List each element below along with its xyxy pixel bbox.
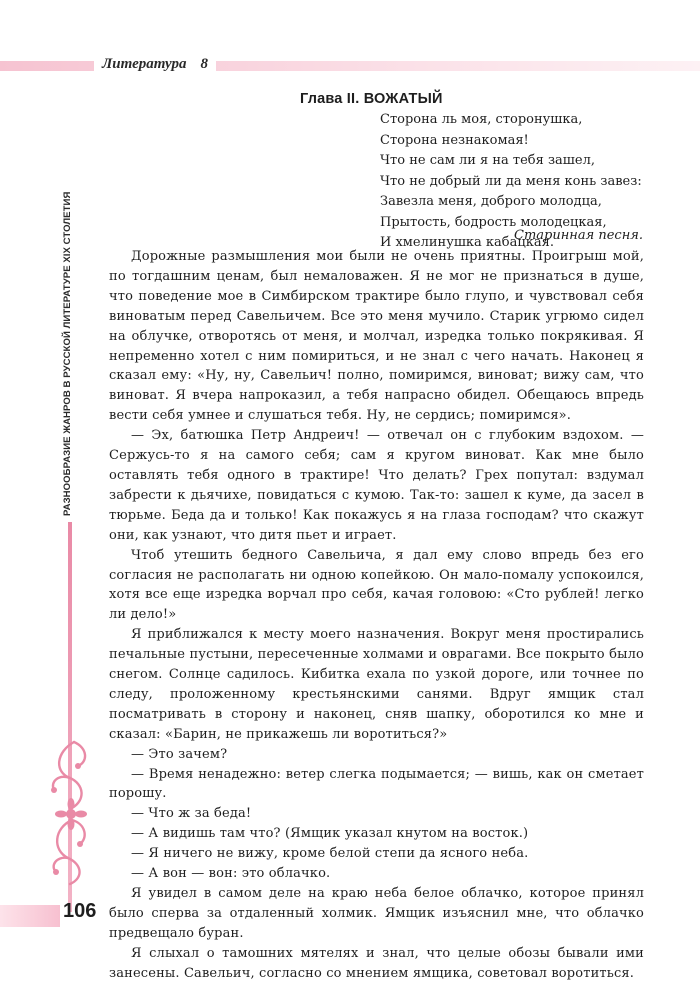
paragraph: Я слыхал о тамошних мятелях и знал, что целые обозы бывали ими занесены. Савельич, согласно со мнением ямщика, советовал воротиться. bbox=[109, 945, 644, 981]
side-section-title: РАЗНООБРАЗИЕ ЖАНРОВ В РУССКОЙ ЛИТЕРАТУРЕ XIX СТОЛЕТИЯ bbox=[62, 191, 73, 516]
page-number: 106 bbox=[63, 900, 97, 922]
epigraph-source: Старинная песня. bbox=[514, 228, 643, 243]
epigraph-line: Что не сам ли я на тебя зашел, bbox=[380, 153, 595, 168]
epigraph-line: Сторона ль моя, сторонушка, bbox=[380, 112, 583, 127]
paragraph: Чтоб утешить бедного Савельича, я дал ему слово впредь без его согласия не располагать ни одною копейкою. Он мало-помалу успокоился, хотя все еще изредка ворчал про себя, качая головою: «Сто рублей! легко ли дело!» bbox=[109, 547, 644, 623]
paragraph: — А вон — вон: это облачко. bbox=[131, 866, 331, 882]
paragraph: — Я ничего не вижу, кроме белой степи да ясного неба. bbox=[131, 846, 529, 862]
body-text bbox=[109, 247, 644, 984]
running-header bbox=[94, 53, 216, 75]
paragraph: — Время ненадежно: ветер слегка подымается; — вишь, как он сметает порошу. bbox=[109, 766, 644, 802]
page-number-band bbox=[0, 905, 60, 927]
paragraph: — Что ж за беда! bbox=[131, 806, 252, 822]
paragraph: Я увидел в самом деле на краю неба белое облачко, которое принял было сперва за отдаленный холмик. Ямщик изъяснил мне, что облачко предвещало буран. bbox=[109, 886, 644, 941]
epigraph-line: Завезла меня, доброго молодца, bbox=[380, 194, 602, 209]
epigraph-line: И хмелинушка кабацкая. bbox=[380, 235, 554, 250]
paragraph: — А видишь там что? (Ямщик указал кнутом на восток.) bbox=[131, 826, 529, 842]
epigraph-line: Прытость, бодрость молодецкая, bbox=[380, 214, 607, 230]
paragraph: Я приближался к месту моего назначения. Вокруг меня простирались печальные пустыни, пересеченные холмами и оврагами. Все покрыто было снегом. Солнце садилось. Кибитка ехала по узкой дороге, или точнее по следу, проложенному крестьянскими санями. Вдруг ямщик стал посматривать в сторону и наконец, сняв шапку, оборотился ко мне и сказал: «Барин, не прикажешь ли воротиться?» bbox=[109, 627, 644, 742]
paragraph: Дорожные размышления мои были не очень приятны. Проигрыш мой, по тогдашним ценам, был немаловажен. Я не мог не признаться в душе, что поведение мое в Симбирском трактире было глупо, и чувствовал себя виноватым перед Савельичем. Все это меня мучило. Старик угрюмо сидел на облучке, отворотясь от меня, и молчал, изредка только покрякивая. Я непременно хотел с ним помириться, и не знал с чего начать. Наконец я сказал ему: «Ну, ну, Савельич! полно, помиримся, виноват; вижу сам, что виноват. Я вчера напроказил, а тебя напрасно обидел. Обещаюсь впредь вести себя умнее и слушаться тебя. Ну, не сердись; помиримся». bbox=[109, 249, 644, 424]
header-grade: 8 bbox=[200, 56, 209, 72]
header-subject: Литература bbox=[102, 56, 187, 72]
epigraph-line: Сторона незнакомая! bbox=[380, 132, 529, 148]
paragraph: — Эх, батюшка Петр Андреич! — отвечал он с глубоким вздохом. — Сержусь-то я на самого себя; сам я кругом виноват. Как мне было оставлять тебя одного в трактире! Что делать? Грех попутал: вздумал забрести к дьячихе, повидаться с кумою. Так-то: зашел к куме, да засел в тюрьме. Беда да и только! Как покажусь я на глаза господам? что скажут они, как узнают, что дитя пьет и играет. bbox=[109, 428, 644, 543]
paragraph: — Это зачем? bbox=[131, 746, 228, 762]
epigraph-line: Что не добрый ли да меня конь завез: bbox=[380, 173, 642, 189]
chapter-title: Глава II. ВОЖАТЫЙ bbox=[300, 91, 443, 107]
floral-ornament-icon bbox=[44, 738, 96, 888]
